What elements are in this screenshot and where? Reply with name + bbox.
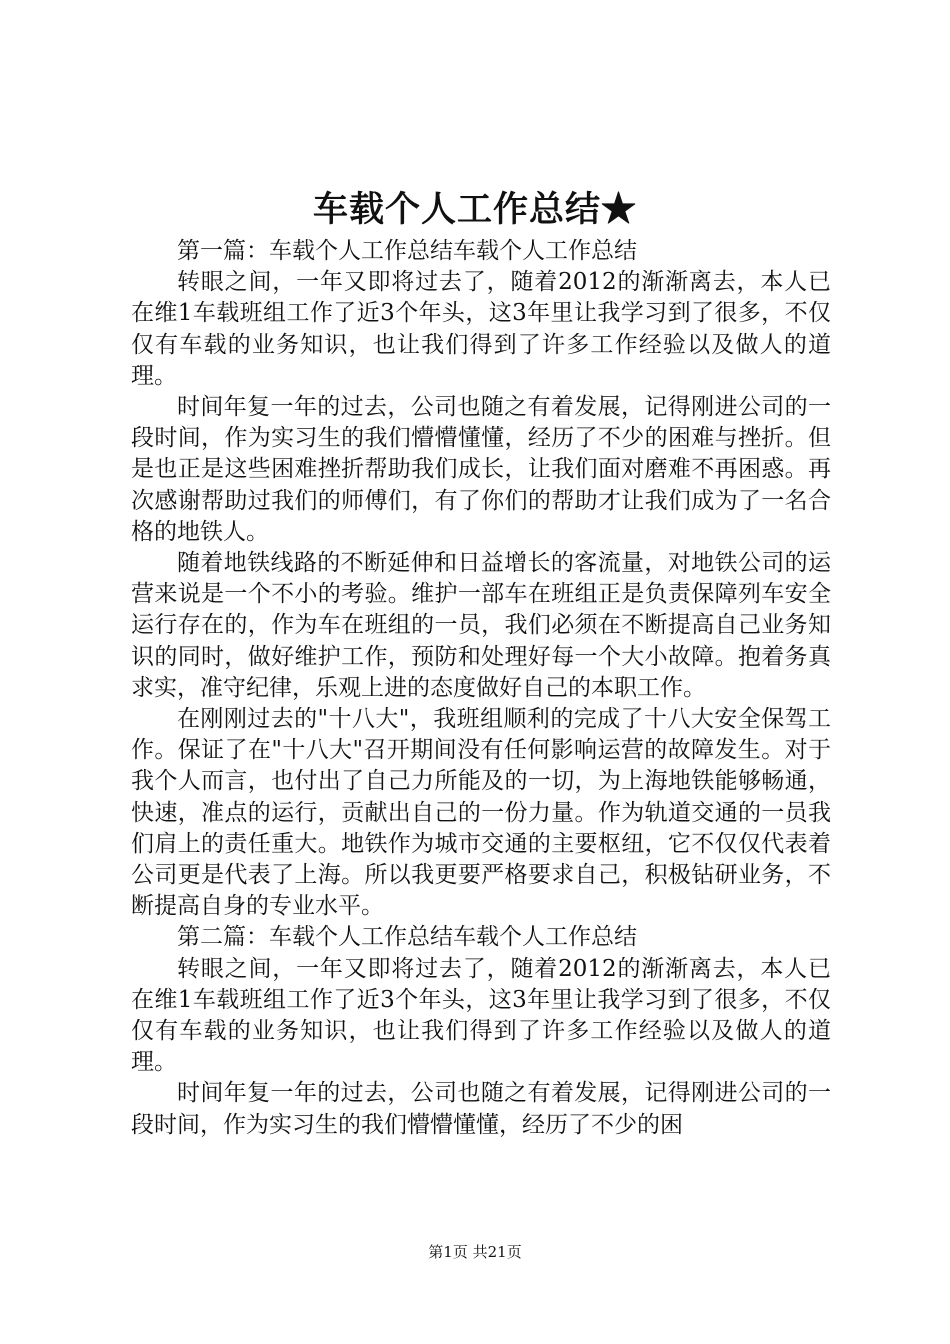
paragraph: 时间年复一年的过去，公司也随之有着发展，记得刚进公司的一段时间，作为实习生的我们懵懵懂懂，经历了不少的困: [131, 1080, 831, 1138]
section-heading-2: 第二篇：车载个人工作总结车载个人工作总结: [177, 924, 637, 951]
paragraph: 时间年复一年的过去，公司也随之有着发展，记得刚进公司的一段时间，作为实习生的我们懵懵懂懂，经历了不少的困难与挫折。但是也正是这些困难挫折帮助我们成长，让我们面对磨难不再困惑。再次感谢帮助过我们的师傅们，有了你们的帮助才让我们成为了一名合格的地铁人。: [131, 394, 831, 545]
page-number-footer: 第1页 共21页: [428, 1243, 522, 1261]
paragraph: 在刚刚过去的"十八大"，我班组顺利的完成了十八大安全保驾工作。保证了在"十八大"召开期间没有任何影响运营的故障发生。对于我个人而言，也付出了自己力所能及的一切，为上海地铁能够畅通，快速，准点的运行，贡献出自己的一份力量。作为轨道交通的一员我们肩上的责任重大。地铁作为城市交通的主要枢纽，它不仅仅代表着公司更是代表了上海。所以我更要严格要求自己，积极钻研业务，不断提高自身的专业水平。: [131, 706, 831, 920]
document-title: 车载个人工作总结★: [312, 189, 637, 230]
paragraph: 随着地铁线路的不断延伸和日益增长的客流量，对地铁公司的运营来说是一个不小的考验。维护一部车在班组正是负责保障列车安全运行存在的，作为车在班组的一员，我们必须在不断提高自己业务知识的同时，做好维护工作，预防和处理好每一个大小故障。抱着务真求实，准守纪律，乐观上进的态度做好自己的本职工作。: [131, 550, 831, 701]
paragraph: 转眼之间，一年又即将过去了，随着2012的渐渐离去，本人已在维1车载班组工作了近3个年头，这3年里让我学习到了很多，不仅仅有车载的业务知识，也让我们得到了许多工作经验以及做人的道理。: [131, 955, 831, 1076]
section-heading-1: 第一篇：车载个人工作总结车载个人工作总结: [177, 238, 637, 264]
paragraph: 转眼之间，一年又即将过去了，随着2012的渐渐离去，本人已在维1车载班组工作了近3个年头，这3年里让我学习到了很多，不仅仅有车载的业务知识，也让我们得到了许多工作经验以及做人的道理。: [131, 269, 831, 389]
document-body: [131, 236, 831, 1141]
